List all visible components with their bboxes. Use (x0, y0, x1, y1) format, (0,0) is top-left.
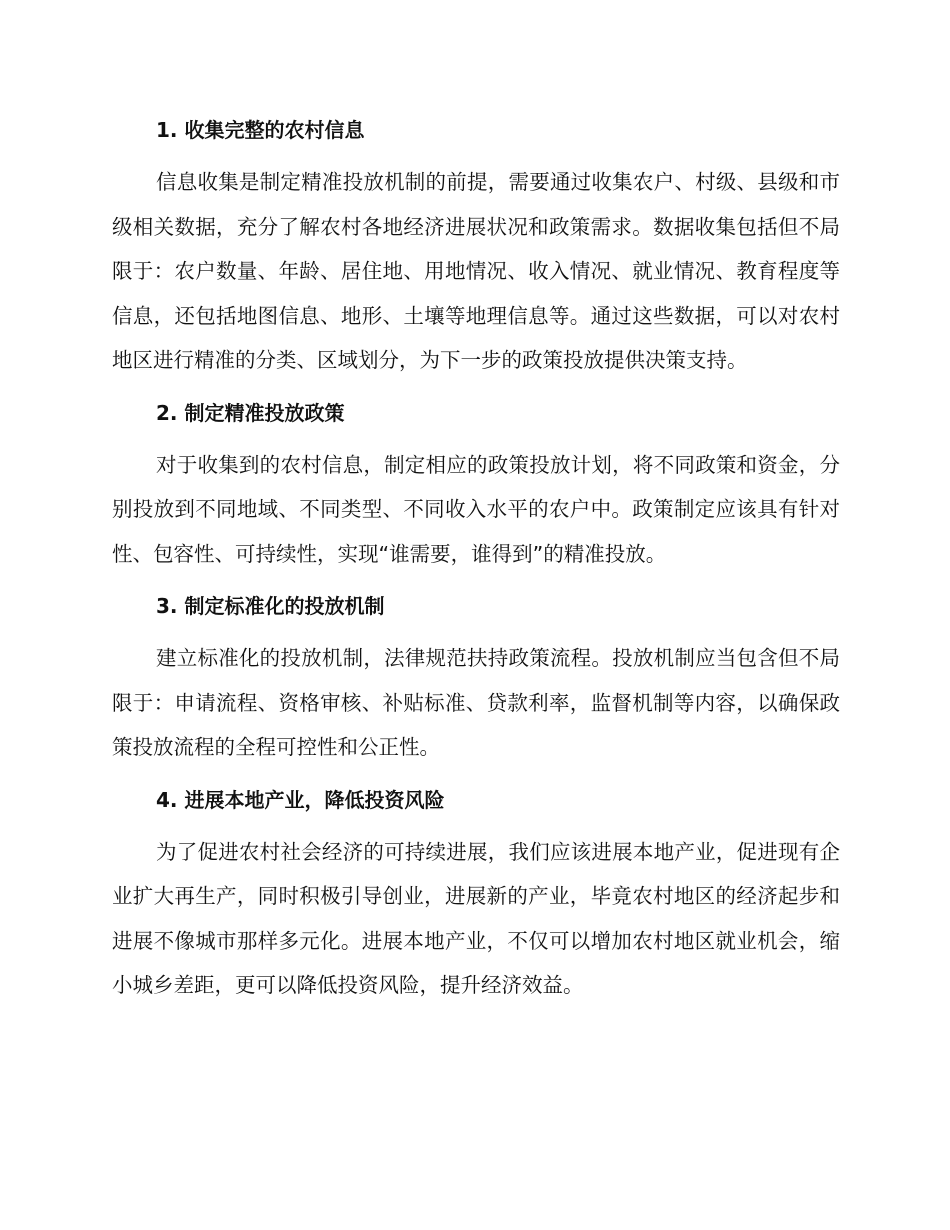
section-heading: 1. 收集完整的农村信息 (156, 118, 365, 142)
section-heading: 3. 制定标准化的投放机制 (156, 594, 385, 618)
section-heading: 4. 进展本地产业，降低投资风险 (156, 787, 445, 812)
section-2 (112, 391, 840, 577)
section-paragraph: 信息收集是制定精准投放机制的前提，需要通过收集农户、村级、县级和市级相关数据，充分了解农村各地经济进展状况和政策需求。数据收集包括但不局限于：农户数量、年龄、居住地、用地情况、收入情况、就业情况、教育程度等信息，还包括地图信息、地形、土壤等地理信息等。通过这些数据，可以对农村地区进行精准的分类、区域划分，为下一步的政策投放提供决策支持。 (112, 170, 840, 372)
section-1 (112, 108, 840, 383)
section-heading: 2. 制定精准投放政策 (156, 400, 345, 425)
document-body (112, 108, 840, 1016)
section-paragraph: 对于收集到的农村信息，制定相应的政策投放计划，将不同政策和资金，分别投放到不同地域、不同类型、不同收入水平的农户中。政策制定应该具有针对性、包容性、可持续性，实现“谁需要，谁得到”的精准投放。 (112, 452, 840, 566)
section-4 (112, 778, 840, 1008)
section-paragraph: 为了促进农村社会经济的可持续进展，我们应该进展本地产业，促进现有企业扩大再生产，同时积极引导创业，进展新的产业，毕竟农村地区的经济起步和进展不像城市那样多元化。进展本地产业，不仅可以增加农村地区就业机会，缩小城乡差距，更可以降低投资风险，提升经济效益。 (112, 839, 840, 997)
section-3 (112, 584, 840, 770)
section-paragraph: 建立标准化的投放机制，法律规范扶持政策流程。投放机制应当包含但不局限于：申请流程、资格审核、补贴标准、贷款利率，监督机制等内容，以确保政策投放流程的全程可控性和公正性。 (112, 646, 840, 759)
